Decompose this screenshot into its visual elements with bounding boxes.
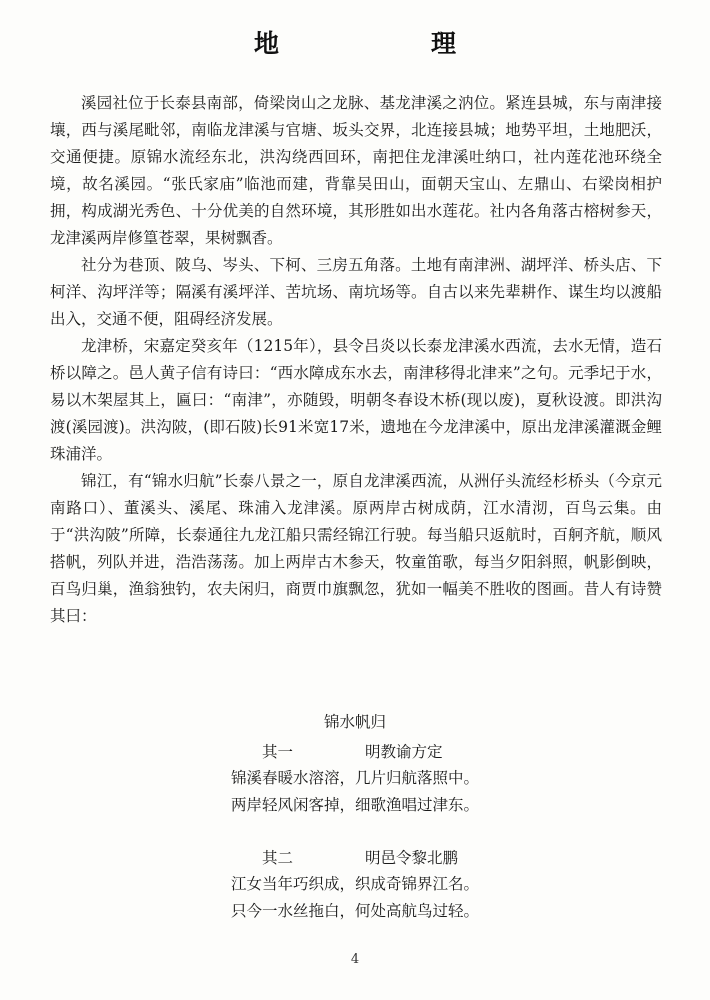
body-text	[50, 90, 662, 630]
poem-second-author: 明邑令黎北鹏	[365, 849, 459, 867]
poem-first-line-1: 锦溪春暖水溶溶，几片归航落照中。	[230, 769, 479, 787]
page-number: 4	[350, 952, 360, 967]
poem-first-line-2: 两岸轻风闲客掉，细歌渔唱过津东。	[230, 796, 479, 814]
poem-second-line-2: 只今一水丝拖白，何处高航鸟过轻。	[230, 902, 479, 920]
poem-first-label: 其一	[262, 743, 294, 761]
paragraph-divisions: 社分为巷顶、陂乌、岑头、下柯、三房五角落。土地有南津洲、湖坪洋、桥头店、下柯洋、沟坪洋等；隔溪有溪坪洋、苦坑场、南坑场等。自古以来先辈耕作、谋生均以渡船出入，交通不便，阻碍经济发展。	[50, 256, 662, 328]
page-title: 地 理	[253, 29, 490, 58]
paragraph-location: 溪园社位于长泰县南部，倚梁岗山之龙脉、基龙津溪之汭位。紧连县城，东与南津接壤，西与溪尾毗邻，南临龙津溪与官塘、坂头交界，北连接县城；地势平坦，土地肥沃，交通便捷。原锦水流经东北，洪沟绕西回环，南把住龙津溪吐纳口，社内莲花池环绕全境，故名溪园。“张氏家庙”临池而建，背靠吴田山，面朝天宝山、左鼎山、右梁岗相护拥，构成湖光秀色、十分优美的自然环境，其形胜如出水莲花。社内各角落古榕树参天，龙津溪两岸修篁苍翠，果树飘香。	[50, 94, 662, 247]
poem-second-label: 其二	[262, 849, 294, 867]
poem-second-line-1: 江女当年巧织成，织成奇锦界江名。	[230, 875, 479, 893]
poem-title: 锦水帆归	[323, 713, 386, 731]
poem-first-author: 明教谕方定	[365, 743, 443, 761]
paragraph-longjin-bridge: 龙津桥，宋嘉定癸亥年（1215年），县令吕炎以长泰龙津溪水西流，去水无情，造石桥以障之。邑人黄子信有诗曰：“西水障成东水去，南津移得北津来”之句。元季圮于水，易以木架屋其上，匾曰：“南津”，亦随毁，明朝冬春设木桥(现以废)，夏秋设渡。即洪沟渡(溪园渡)。洪沟陂，(即石陂)长91米宽17米，遗地在今龙津溪中，原出龙津溪灌溉金鲤珠浦洋。	[50, 337, 662, 463]
paragraph-jinjiang: 锦江，有“锦水归航”长泰八景之一，原自龙津溪西流，从洲仔头流经杉桥头（今京元南路口）、董溪头、溪尾、珠浦入龙津溪。原两岸古树成荫，江水清沏，百鸟云集。由于“洪沟陂”所障，长泰通往九龙江船只需经锦江行驶。每当船只返航时，百舸齐航，顺风搭帆，列队并进，浩浩荡荡。加上两岸古木参天，牧童笛歌，每当夕阳斜照，帆影倒映，百鸟归巢，渔翁独钓，农夫闲归，商贾巾旗飘忽，犹如一幅美不胜收的图画。昔人有诗赞其曰：	[50, 472, 662, 625]
